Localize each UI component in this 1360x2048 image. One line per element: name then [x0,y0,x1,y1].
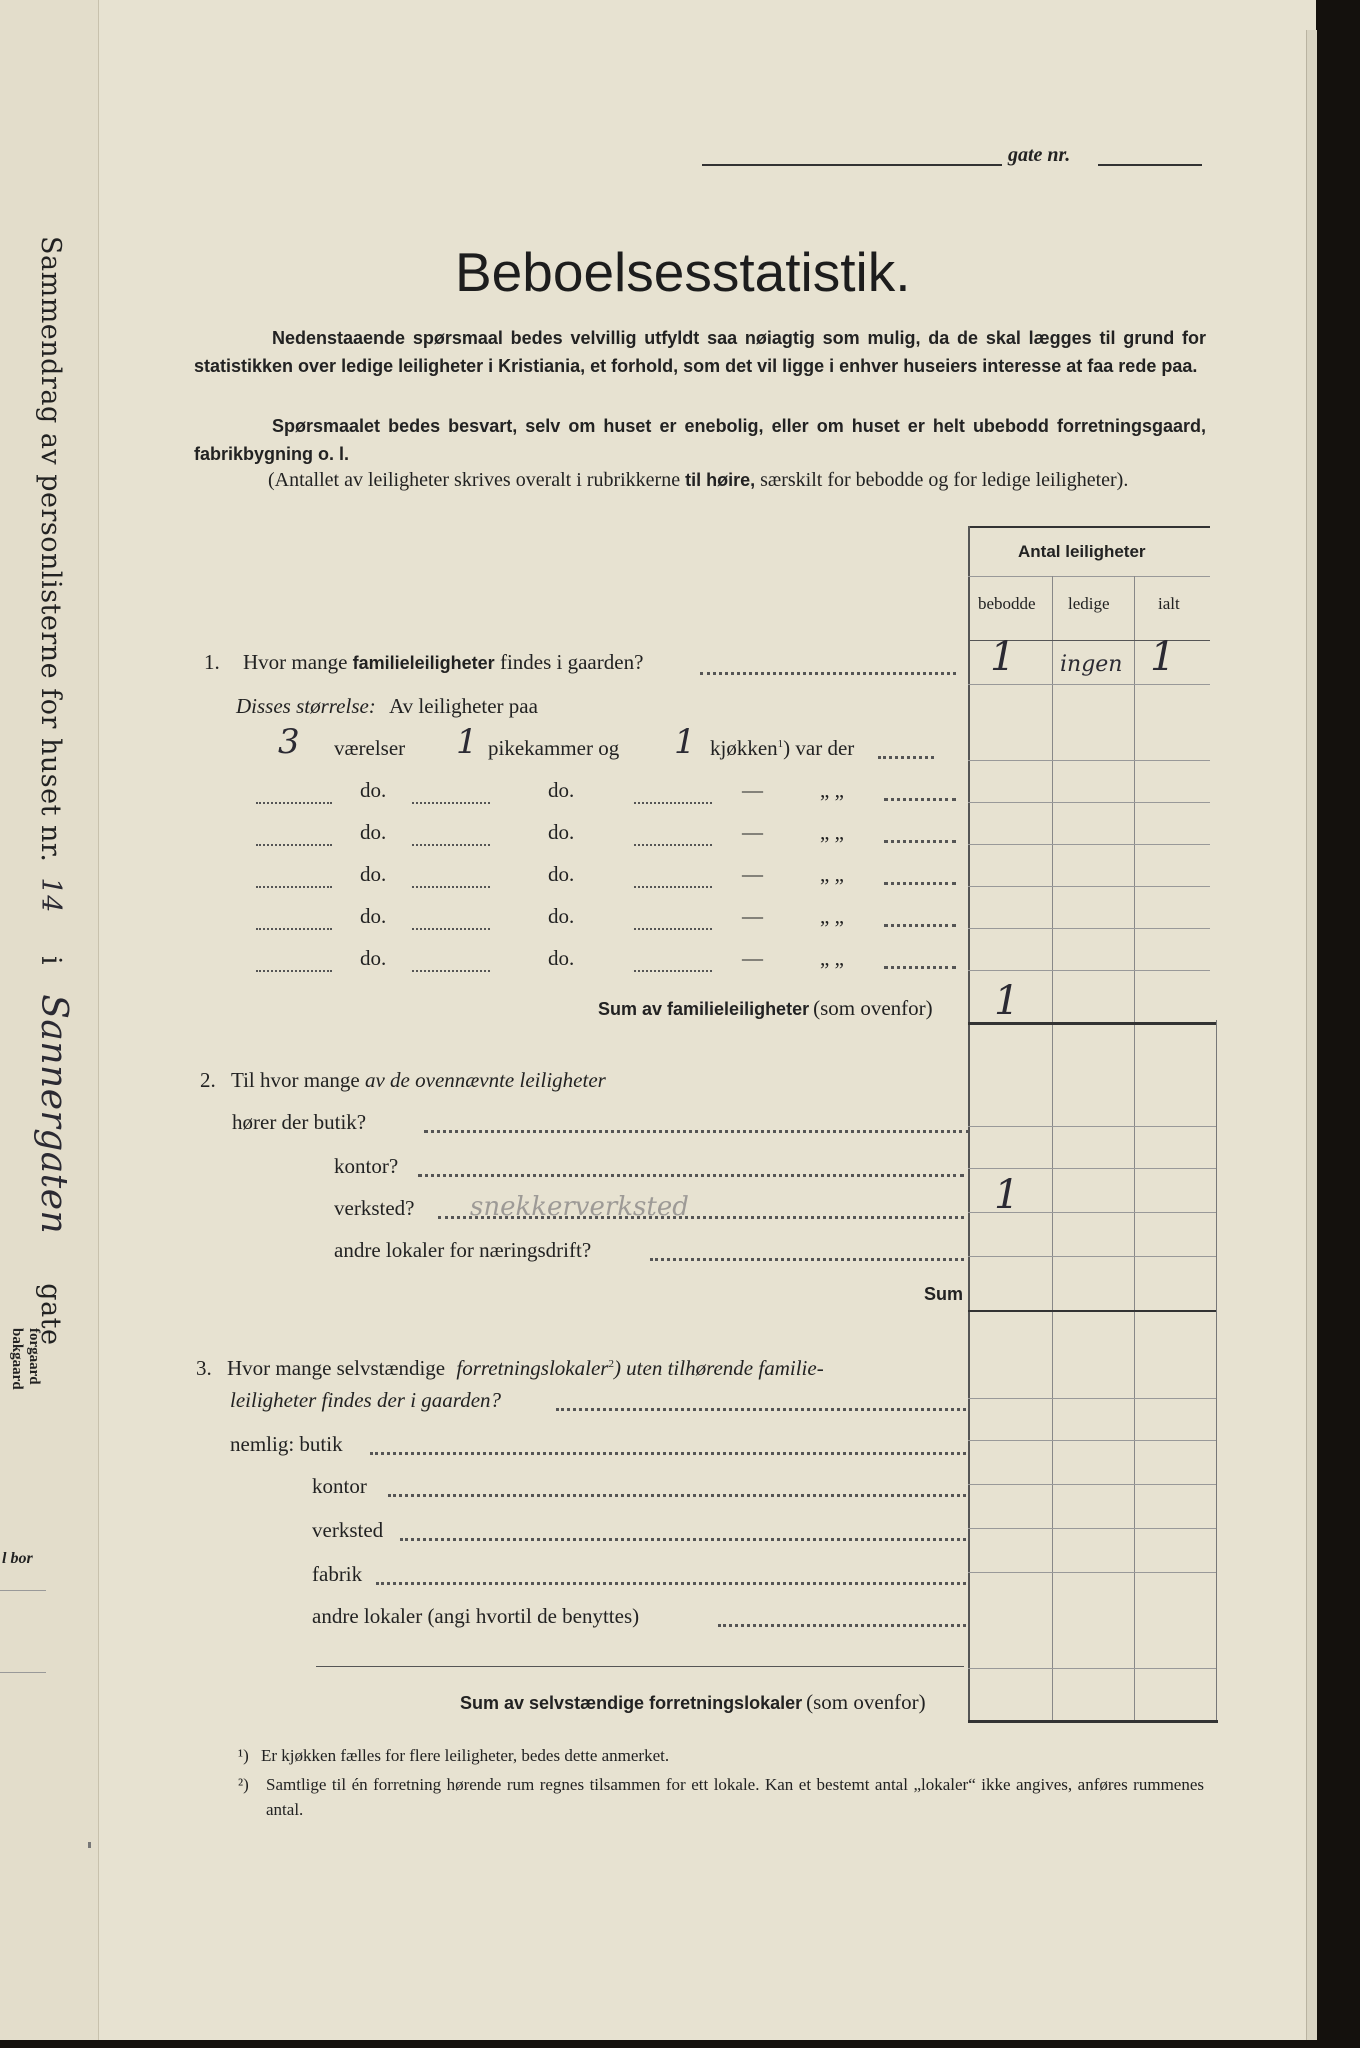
row-rule-l [968,1440,1216,1441]
do-blank-1 [256,928,332,930]
do-dash: — [742,820,763,844]
margin-rule-1 [0,1590,46,1591]
col-bebodde-header: bebodde [978,594,1036,613]
margin-bor-label: l bor [2,1550,33,1567]
margin-gate-label: gate [35,1283,66,1346]
q1-row1-vaerelser-label: værelser [334,736,406,760]
q1-answer-ledige: ingen [1060,652,1123,677]
do-dash: — [742,862,763,886]
table-row-rule-q1b [968,684,1210,685]
q1-sum-bold: Sum av familieleiligheter [598,999,810,1019]
q1-row1-kj-label: kjøkken [710,736,778,760]
table-title: Antal leiligheter [1018,542,1146,561]
q1-line [204,650,643,675]
margin-rule-2 [0,1672,46,1673]
do-blank-1 [256,970,332,972]
row-rule-o [968,1572,1216,1573]
q2-verksted: verksted? [334,1196,415,1220]
q3-line2-dots [556,1408,966,1411]
q3-line2 [230,1388,501,1413]
q3-sum-bold: Sum av selvstændige forretningslokaler [460,1693,803,1713]
intro-p3-b: særskilt for bebodde og for ledige leiligheter). [760,469,1129,491]
row-rule-sum2 [968,1310,1216,1312]
q1-row1-var-der: ) var der [783,736,855,760]
page-title: Beboelsesstatistik. [455,241,911,303]
table-left-border [968,526,970,1722]
q2-text-a: Til hvor mange [231,1068,360,1092]
table-right-border [1216,1020,1217,1722]
q1-row1-kj-value: 1 [674,722,696,762]
do-blank-3 [634,844,712,846]
do-blank-1 [256,886,332,888]
q1-text-a: Hvor mange [243,650,348,674]
margin-forgaard [8,1328,42,1390]
do-ditto: „ „ [820,946,844,970]
q1-row1-kj-line [710,736,854,761]
forgaard-label: forgaard [26,1328,42,1385]
q1-text-b: findes i gaarden? [499,650,644,674]
q3-nemlig-dots [370,1452,966,1455]
do-ditto: „ „ [820,778,844,802]
q1-row1-vaerelser-value: 3 [278,722,300,762]
do-label-2: do. [548,946,575,970]
col-divider-2 [1134,576,1135,1722]
margin-street-hand: Sannergaten [33,994,74,1235]
q3-kontor: kontor [312,1474,367,1498]
q1-sum-answer: 1 [994,978,1020,1024]
intro-p2-text: Spørsmaalet bedes besvart, selv om huset er enebolig, eller om huset er helt ubebodd forretningsgaard, fabrikbygning o. l. [194,416,1206,464]
margin-i-label: i [35,955,66,966]
q3-fabrik: fabrik [312,1562,363,1586]
q3-kontor-dots [388,1494,966,1497]
q3-text-a: Hvor mange selvstændige [227,1356,446,1380]
footnote-2-mark: ²) [238,1775,249,1794]
do-blank-3 [634,970,712,972]
col-ialt-header: ialt [1158,594,1180,613]
do-ditto: „ „ [820,820,844,844]
do-blank-2 [412,928,490,930]
row-rule-e [968,928,1210,929]
do-label-2: do. [548,820,575,844]
row-rule-p [968,1668,1216,1669]
q1-row1-pike-value: 1 [456,722,478,762]
q1-sum-tail: (som ovenfor) [813,996,933,1020]
q2-andre-dots [650,1258,964,1261]
q3-line [196,1356,824,1381]
col-divider-1 [1052,576,1053,1722]
q3-andre: andre lokaler (angi hvortil de benyttes) [312,1604,640,1628]
q3-blank-line [316,1666,964,1667]
bakgaard-label: bakgaard [9,1328,25,1390]
q1-dots [700,672,956,675]
q1-sizes-line [236,694,538,719]
do-label-1: do. [360,820,387,844]
q3-text-it2: ) uten tilhørende familie- [613,1356,824,1380]
row-rule-j [968,1256,1216,1257]
q3-fabrik-dots [376,1582,966,1585]
table-subheader-rule [968,576,1210,577]
q2-andre: andre lokaler for næringsdrift? [334,1238,592,1262]
do-trailing-dots [884,924,956,927]
do-label-1: do. [360,946,387,970]
intro-paragraph-2 [194,412,1206,468]
intro-paragraph-1 [194,324,1206,380]
do-blank-1 [256,844,332,846]
q1-answer-bebodde: 1 [990,634,1016,680]
q2-text-it: av de ovennævnte leiligheter [364,1068,606,1092]
footnote-ref-1: 1 [777,738,784,750]
q3-verksted: verksted [312,1518,384,1542]
q1-text-bold: familieleiligheter [352,653,495,673]
footnote-2 [238,1772,1204,1822]
q2-kontor-dots [418,1174,964,1177]
row-rule-b [968,802,1210,803]
q2-number: 2. [200,1068,216,1092]
q2-kontor: kontor? [334,1154,399,1178]
q3-text-it3: leiligheter findes der i gaarden? [230,1388,502,1412]
do-label-1: do. [360,778,387,802]
row-rule-a [968,760,1210,761]
do-ditto: „ „ [820,904,844,928]
do-blank-2 [412,970,490,972]
do-ditto: „ „ [820,862,844,886]
q3-number: 3. [196,1356,212,1380]
intro-p3-bold: til høire, [685,470,756,490]
ink-dot [88,1842,91,1848]
do-label-2: do. [548,862,575,886]
row-rule-g [968,1126,1216,1127]
do-blank-2 [412,844,490,846]
do-blank-2 [412,886,490,888]
q2-verksted-answer: 1 [994,1172,1020,1218]
fold-line [98,0,99,2040]
right-page-edge [1306,30,1317,2040]
footnote-2-text: Samtlige til én forretning hørende rum regnes tilsammen for ett lokale. Kan et bestemt antal „lokaler“ ikke angives, anføres rummenes antal. [266,1775,1204,1819]
q1-row1-dots [878,756,934,759]
q2-horer: hører der butik? [232,1110,367,1134]
margin-house-nr: 14 [35,877,66,913]
gate-nr-line [702,164,1002,166]
q3-andre-dots [718,1624,966,1627]
q1-sum-line [598,996,933,1021]
do-trailing-dots [884,798,956,801]
do-label-1: do. [360,862,387,886]
do-trailing-dots [884,882,956,885]
q1-sizes-label: Disses størrelse: [236,694,376,718]
do-label-1: do. [360,904,387,928]
q2-horer-dots [424,1130,970,1133]
col-ledige-header: ledige [1068,594,1110,613]
footnote-1-mark: ¹) [238,1746,249,1765]
do-blank-3 [634,928,712,930]
q3-text-it1: forretningslokaler [456,1356,609,1380]
gate-nr-label: gate nr. [1008,144,1071,166]
q3-nemlig: nemlig: butik [230,1432,343,1456]
do-label-2: do. [548,904,575,928]
table-top-rule [968,526,1210,528]
q1-number: 1. [204,650,220,674]
intro-paragraph-3 [194,466,1206,494]
q3-verksted-dots [400,1538,966,1541]
intro-p3-a: (Antallet av leiligheter skrives overalt i rubrikkerne [268,469,681,491]
do-trailing-dots [884,966,956,969]
do-dash: — [742,778,763,802]
q3-sum-line [460,1690,926,1715]
gate-nr-line-end [1098,164,1202,166]
do-blank-3 [634,886,712,888]
q3-sum-tail: (som ovenfor) [806,1690,926,1714]
intro-p1-text: Nedenstaaende spørsmaal bedes velvillig utfyldt saa nøiagtig som mulig, da de skal lægges til grund for statistikken over ledige leiligheter i Kristiania, et forhold, som det vil ligge i enhver huseiers interesse at faa rede paa. [194,328,1206,376]
row-rule-d [968,886,1210,887]
row-rule-sum3 [968,1720,1218,1723]
do-blank-2 [412,802,490,804]
margin-vertical-text [33,236,74,1346]
do-trailing-dots [884,840,956,843]
do-blank-3 [634,802,712,804]
row-rule-f [968,970,1210,971]
footnote-1 [238,1746,669,1766]
footnote-1-text: Er kjøkken fælles for flere leiligheter, bedes dette anmerket. [261,1746,670,1765]
row-rule-k [968,1398,1216,1399]
do-blank-1 [256,802,332,804]
do-dash: — [742,946,763,970]
q1-answer-ialt: 1 [1150,634,1176,680]
do-dash: — [742,904,763,928]
row-rule-m [968,1484,1216,1485]
row-rule-c [968,844,1210,845]
row-rule-n [968,1528,1216,1529]
margin-summary-label: Sammendrag av personlisterne for huset nr. [35,236,66,863]
q1-row1-pike-label: pikekammer og [488,736,620,760]
do-label-2: do. [548,778,575,802]
q2-sum: Sum [924,1284,964,1304]
q1-sizes-text: Av leiligheter paa [389,694,538,718]
footnote-ref-2: 2 [608,1358,614,1370]
q2-line [200,1068,606,1093]
row-rule-h [968,1168,1216,1169]
q2-verksted-hand: snekkerverksted [470,1192,689,1222]
